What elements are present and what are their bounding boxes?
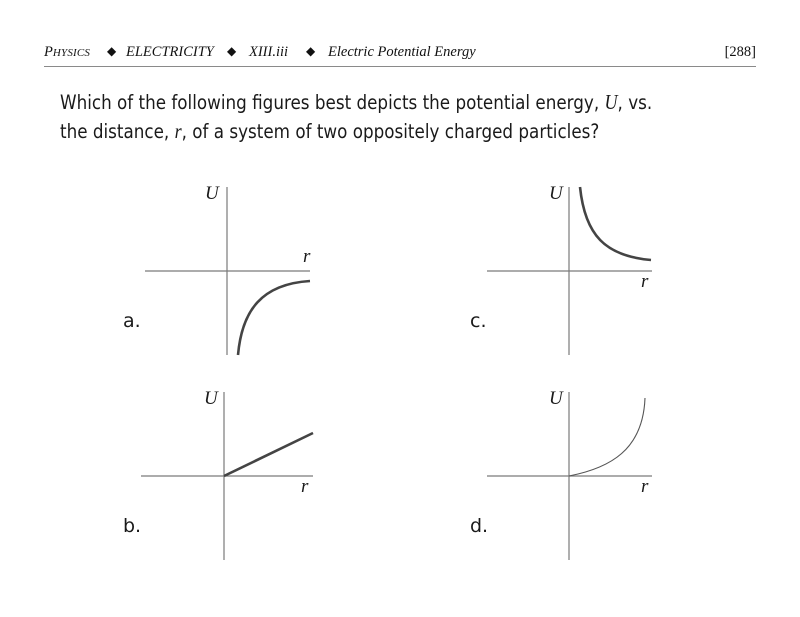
- y-axis-label: U: [549, 388, 563, 409]
- y-axis-label: U: [205, 183, 219, 204]
- page-number: [288]: [724, 44, 756, 60]
- x-axis-label: r: [301, 476, 309, 497]
- bullet-icon: ◆: [306, 44, 316, 58]
- graph-c[interactable]: [487, 183, 652, 355]
- curve: [224, 433, 313, 476]
- option-label-a[interactable]: a.: [123, 310, 141, 332]
- variable-r: r: [174, 119, 182, 143]
- bullet-icon: ◆: [107, 44, 117, 58]
- curve: [580, 187, 651, 260]
- x-axis-label: r: [641, 271, 649, 292]
- question-part: , of a system of two oppositely charged particles?: [181, 120, 600, 143]
- option-label-b[interactable]: b.: [123, 515, 142, 537]
- y-axis-label: U: [204, 388, 218, 409]
- x-axis-label: r: [303, 246, 311, 267]
- x-axis-label: r: [641, 476, 649, 497]
- question-part: Which of the following figures best depicts the potential energy,: [60, 91, 605, 114]
- curve: [569, 398, 645, 476]
- variable-u: U: [604, 90, 618, 114]
- y-axis-label: U: [549, 183, 563, 204]
- option-label-c[interactable]: c.: [470, 310, 487, 332]
- section-title: Electric Potential Energy: [328, 44, 476, 60]
- section-number: XIII.iii: [249, 44, 289, 60]
- question-part: , vs. the distance,: [60, 91, 653, 143]
- option-label-d[interactable]: d.: [470, 515, 489, 537]
- graph-d[interactable]: [487, 388, 652, 560]
- subject: PHYSICS: [44, 44, 91, 60]
- bullet-icon: ◆: [227, 44, 237, 58]
- curve: [238, 281, 310, 355]
- topic: ELECTRICITY: [126, 44, 214, 60]
- graph-a[interactable]: [145, 183, 311, 355]
- graph-b[interactable]: [141, 388, 313, 560]
